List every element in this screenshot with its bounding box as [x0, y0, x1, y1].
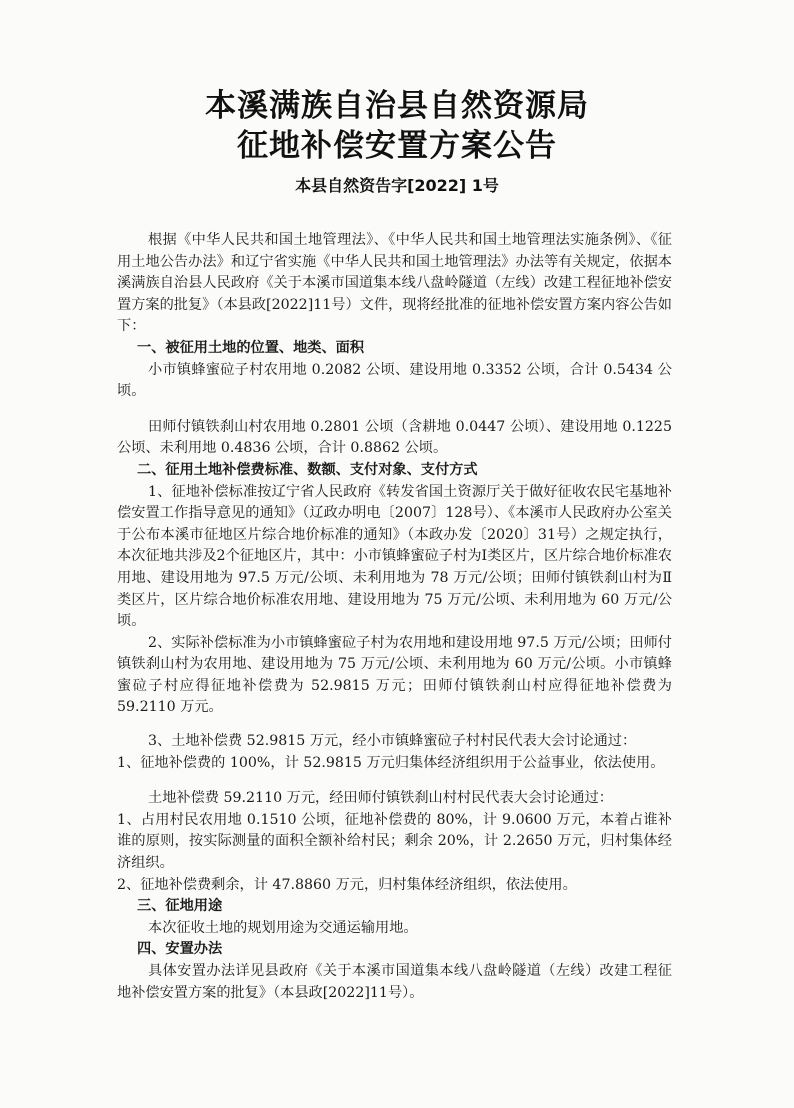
- section2-paragraph1: 1、征地补偿标准按辽宁省人民政府《转发省国土资源厅关于做好征收农民宅基地补偿安置工作指导意见的通知》（辽政办明电〔2007〕128号）、《本溪市人民政府办公室关于公布本溪市征地区片综合地价标准的通知》（本政办发〔2020〕31号）之规定执行，本次征地共涉及2个征地区片，其中：小市镇蜂蜜砬子村为Ⅰ类区片，区片综合地价标准农用地、建设用地为 97.5 万元/公顷、未利用地为 78 万元/公顷；田师付镇铁刹山村为Ⅱ类区片，区片综合地价标准农用地、建设用地为 75 万元/公顷、未利用地为 60 万元/公顷。: [117, 483, 672, 630]
- section2-paragraph2: 2、实际补偿标准为小市镇蜂蜜砬子村为农用地和建设用地 97.5 万元/公顷；田师付镇铁刹山村为农用地、建设用地为 75 万元/公顷、未利用地为 60 万元/公顷。小市镇蜂蜜砬子村应得征地补偿费为 52.9815 万元；田师付镇铁刹山村应得征地补偿费为 59.2110 万元。: [117, 634, 672, 716]
- section2-paragraph4-item1: 1、占用村民农用地 0.1510 公顷，征地补偿费的 80%，计 9.0600 万元，本着占谁补谁的原则，按实际测量的面积全额补给村民；剩余 20%，计 2.2650 万元，归村集体经济组织。: [117, 811, 672, 872]
- section2-paragraph4: 土地补偿费 59.2110 万元，经田师付镇铁刹山村村民代表大会讨论通过：: [148, 790, 613, 807]
- section1-heading: 一、被征用土地的位置、地类、面积: [137, 339, 365, 356]
- section4-heading: 四、安置办法: [137, 941, 223, 958]
- intro-paragraph: 根据《中华人民共和国土地管理法》、《中华人民共和国土地管理法实施条例》、《征用土地公告办法》和辽宁省实施《中华人民共和国土地管理法》办法等有关规定，依据本溪满族自治县人民政府《关于本溪市国道集本线八盘岭隧道（左线）改建工程征地补偿安置方案的批复》（本县政[2022]11号）文件，现将经批准的征地补偿安置方案内容公告如下：: [117, 232, 672, 335]
- document-title-line1: 本溪满族自治县自然资源局: [205, 88, 589, 124]
- section3-paragraph1: 本次征收土地的规划用途为交通运输用地。: [148, 919, 418, 936]
- section1-paragraph1: 小市镇蜂蜜砬子村农用地 0.2082 公顷、建设用地 0.3352 公顷，合计 0.5434 公顷。: [117, 361, 672, 400]
- section3-heading: 三、征地用途: [137, 898, 223, 915]
- document-title-line2: 征地补偿安置方案公告: [237, 128, 557, 164]
- section4-paragraph1: 具体安置办法详见县政府《关于本溪市国道集本线八盘岭隧道（左线）改建工程征地补偿安置方案的批复》（本县政[2022]11号）。: [117, 963, 672, 1001]
- section2-heading: 二、征用土地补偿费标准、数额、支付对象、支付方式: [137, 461, 478, 478]
- section2-paragraph4-item2: 2、征地补偿费剩余，计 47.8860 万元，归村集体经济组织，依法使用。: [117, 876, 577, 893]
- section2-paragraph3-item1: 1、征地补偿费的 100%，计 52.9815 万元归集体经济组织用于公益事业，依法使用。: [117, 754, 665, 771]
- document-number: 本县自然资告字[2022] 1号: [295, 176, 499, 195]
- section2-paragraph3: 3、土地补偿费 52.9815 万元，经小市镇蜂蜜砬子村村民代表大会讨论通过：: [148, 733, 637, 750]
- section1-paragraph2: 田师付镇铁刹山村农用地 0.2801 公顷（含耕地 0.0447 公顷）、建设用地 0.1225 公顷、未利用地 0.4836 公顷，合计 0.8862 公顷。: [117, 418, 672, 457]
- document-body: [117, 230, 672, 1004]
